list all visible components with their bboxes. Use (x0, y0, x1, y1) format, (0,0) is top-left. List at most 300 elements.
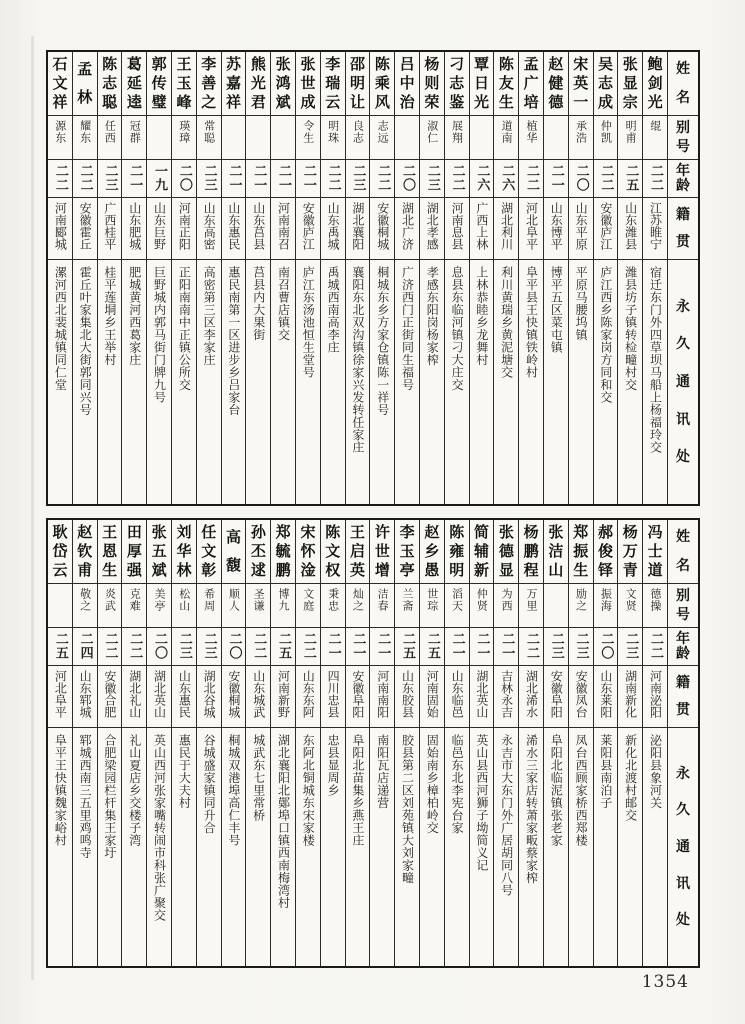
person-address (346, 260, 370, 504)
person-name (122, 520, 146, 584)
glyph: 传 (151, 74, 167, 92)
person-age-text: 二五 (276, 632, 292, 660)
person-alias (321, 116, 345, 160)
person-alias-text: 德操 (648, 588, 662, 612)
person-age (321, 628, 345, 666)
person-origin (569, 198, 593, 260)
person-age-text: 二二 (375, 164, 391, 192)
glyph: 志 (449, 74, 465, 92)
person-age-text: 二五 (52, 632, 68, 660)
person-alias (197, 584, 221, 628)
person-name (420, 52, 444, 116)
person-address-text: 高密第三区李家庄 (202, 266, 217, 366)
glyph: 贯 (676, 702, 690, 719)
person-address (618, 728, 642, 966)
person-address (321, 728, 345, 966)
glyph: 世 (374, 542, 390, 560)
person-address-text: 息县东临河镇刁大庄交 (450, 266, 465, 391)
person-age (48, 628, 72, 666)
header-age (668, 628, 698, 666)
glyph: 乡 (424, 542, 440, 560)
person-age-text: 二二 (251, 632, 267, 660)
header-origin (668, 198, 698, 260)
glyph: 亭 (399, 561, 415, 579)
glyph: 显 (622, 74, 638, 92)
person-age (321, 160, 345, 198)
glyph: 中 (399, 74, 415, 92)
glyph: 文 (201, 542, 217, 560)
person-origin-text: 河南正阳 (177, 202, 192, 250)
person-address-text: 上林恭睦乡龙舞村 (474, 266, 489, 366)
person-age (147, 160, 171, 198)
glyph: 林 (176, 561, 192, 579)
person-address-text: 郓城西南三五里鸡鸣寺 (78, 734, 93, 859)
person-column (295, 52, 320, 504)
person-column (518, 52, 543, 504)
glyph: 道 (647, 561, 663, 579)
person-origin (569, 666, 593, 728)
person-origin-text: 湖北利川 (499, 202, 514, 250)
person-origin (445, 198, 469, 260)
glyph: 德 (548, 93, 564, 111)
person-origin-text: 湖北英山 (474, 670, 489, 718)
person-origin (147, 666, 171, 728)
glyph: 张 (622, 55, 638, 73)
glyph: 郑 (275, 523, 291, 541)
person-origin (73, 666, 97, 728)
person-column (48, 52, 72, 504)
person-address (98, 728, 122, 966)
person-address (73, 728, 97, 966)
glyph: 年 (676, 630, 690, 647)
person-alias (98, 116, 122, 160)
person-address-text: 桐城东乡方家仓镇陈一祥号 (375, 266, 390, 416)
glyph: 久 (676, 802, 690, 819)
person-origin-text: 山东高密 (202, 202, 217, 250)
person-alias-text: 源东 (53, 120, 67, 144)
person-address-text: 南召曹店镇交 (276, 266, 291, 341)
person-age-text: 二三 (424, 164, 440, 192)
person-alias (271, 584, 295, 628)
person-column (493, 520, 518, 966)
glyph: 祥 (52, 93, 68, 111)
glyph: 耿 (52, 523, 68, 541)
person-age-text: 二四 (77, 632, 93, 660)
person-alias-text: 常聪 (202, 120, 216, 144)
person-name (395, 52, 419, 116)
person-age-text: 二二 (598, 164, 614, 192)
person-name (569, 520, 593, 584)
glyph: 杨 (622, 523, 638, 541)
person-alias-text: 振海 (599, 588, 613, 612)
glyph: 年 (676, 162, 690, 179)
glyph: 光 (647, 93, 663, 111)
glyph: 友 (498, 74, 514, 92)
glyph: 雍 (449, 542, 465, 560)
person-age (544, 628, 568, 666)
person-origin (594, 666, 618, 728)
glyph: 厚 (126, 542, 142, 560)
person-origin (594, 198, 618, 260)
person-name (147, 52, 171, 116)
glyph: 成 (300, 93, 316, 111)
person-address-text: 阜阳北临泥镇张老家 (549, 734, 564, 847)
glyph: 强 (126, 561, 142, 579)
glyph: 英 (350, 561, 366, 579)
person-name (370, 520, 394, 584)
glyph: 洁 (548, 542, 564, 560)
person-alias-text: 为西 (500, 588, 514, 612)
person-address-text: 漯河西北裴城镇同仁堂 (53, 266, 68, 391)
person-age (618, 628, 642, 666)
person-address-text: 莱阳县南泊子 (598, 734, 613, 809)
person-name (48, 52, 72, 116)
person-address-text: 惠民于大夫村 (177, 734, 192, 809)
glyph: 鸿 (275, 74, 291, 92)
person-address-text: 惠民南第一区进步乡吕家台 (226, 266, 241, 416)
glyph: 别 (676, 120, 690, 137)
person-column (642, 520, 667, 966)
person-address-text: 合肥梁园栏杆集王家圩 (102, 734, 117, 859)
person-age-text: 二一 (251, 164, 267, 192)
person-origin (48, 666, 72, 728)
person-origin (246, 198, 270, 260)
person-name (470, 520, 494, 584)
person-age-text: 二一 (127, 164, 143, 192)
glyph: 田 (126, 523, 142, 541)
person-age-text: 二〇 (400, 164, 416, 192)
glyph: 处 (676, 912, 690, 929)
person-alias-text: 敬之 (78, 588, 92, 612)
glyph: 启 (350, 542, 366, 560)
person-address-text: 襄阳东北双沟镇徐家兴发转任家庄 (350, 266, 365, 454)
glyph: 宋 (300, 523, 316, 541)
person-age-text: 二三 (176, 632, 192, 660)
person-age (98, 160, 122, 198)
person-alias (222, 584, 246, 628)
person-origin-text: 山东禹城 (326, 202, 341, 250)
glyph: 显 (498, 561, 514, 579)
glyph: 赵 (77, 523, 93, 541)
person-origin (222, 198, 246, 260)
glyph: 杨 (523, 523, 539, 541)
glyph: 任 (201, 523, 217, 541)
person-column (196, 520, 221, 966)
person-origin-text: 山东莱阳 (598, 670, 613, 718)
person-address (296, 728, 320, 966)
person-address (222, 728, 246, 966)
person-age (643, 628, 667, 666)
person-alias-text: 明珠 (326, 120, 340, 144)
person-address (470, 728, 494, 966)
person-origin-text: 安徽庐江 (301, 202, 316, 250)
person-origin (618, 666, 642, 728)
person-address (246, 728, 270, 966)
person-alias (420, 116, 444, 160)
person-address-text: 孝感东阳岗杨家榨 (425, 266, 440, 366)
person-age-text: 二五 (623, 164, 639, 192)
person-name (494, 52, 518, 116)
person-age-text: 二三 (573, 632, 589, 660)
person-age (222, 160, 246, 198)
person-age (246, 628, 270, 666)
person-age-text: 二二 (300, 632, 316, 660)
person-age (197, 160, 221, 198)
glyph: 宗 (622, 93, 638, 111)
glyph: 赵 (548, 55, 564, 73)
person-address (494, 728, 518, 966)
person-alias (618, 116, 642, 160)
person-address (569, 260, 593, 504)
glyph: 俊 (598, 542, 614, 560)
person-origin (271, 666, 295, 728)
glyph: 张 (275, 55, 291, 73)
glyph: 青 (622, 561, 638, 579)
person-origin-text: 河南南召 (276, 202, 291, 250)
person-age (643, 160, 667, 198)
person-column (146, 520, 171, 966)
person-name (197, 52, 221, 116)
person-alias-text: 瑛璋 (177, 120, 191, 144)
person-name (618, 52, 642, 116)
person-origin-text: 安徽桐城 (375, 202, 390, 250)
glyph: 邵 (350, 55, 366, 73)
glyph: 让 (350, 93, 366, 111)
person-column (568, 520, 593, 966)
person-address (222, 260, 246, 504)
person-age-text: 二六 (499, 164, 515, 192)
person-name (296, 52, 320, 116)
person-age-text: 二二 (647, 632, 663, 660)
person-origin (643, 666, 667, 728)
glyph: 生 (498, 93, 514, 111)
person-name (346, 52, 370, 116)
person-age-text: 二〇 (176, 164, 192, 192)
person-origin (122, 666, 146, 728)
person-alias (197, 116, 221, 160)
person-address (122, 260, 146, 504)
person-age-text: 二五 (424, 632, 440, 660)
person-origin-text: 广西桂平 (102, 202, 117, 250)
person-address (420, 260, 444, 504)
person-column (171, 520, 196, 966)
person-age (594, 628, 618, 666)
person-alias-text: 任西 (103, 120, 117, 144)
glyph: 刘 (176, 523, 192, 541)
glyph: 逑 (250, 561, 266, 579)
person-alias (321, 584, 345, 628)
glyph: 名 (676, 557, 690, 574)
person-origin-text: 四川忠县 (326, 670, 341, 718)
person-address (73, 260, 97, 504)
person-origin (197, 198, 221, 260)
glyph: 馥 (226, 556, 242, 575)
person-origin-text: 湖北广济 (400, 202, 415, 250)
person-age-text: 二〇 (152, 632, 168, 660)
person-origin (470, 666, 494, 728)
glyph: 善 (201, 74, 217, 92)
glyph: 程 (523, 561, 539, 579)
person-origin (296, 666, 320, 728)
person-address-text: 南阳瓦店递营 (375, 734, 390, 809)
glyph: 刁 (449, 55, 465, 73)
person-age (147, 628, 171, 666)
person-name (222, 520, 246, 584)
glyph: 斌 (275, 93, 291, 111)
glyph: 李 (201, 55, 217, 73)
person-column (617, 52, 642, 504)
person-column (543, 520, 568, 966)
person-age-text: 二二 (102, 632, 118, 660)
person-age (470, 628, 494, 666)
person-address (395, 728, 419, 966)
person-column (196, 52, 221, 504)
glyph: 李 (399, 523, 415, 541)
person-alias (222, 116, 246, 160)
person-alias (296, 116, 320, 160)
person-age (48, 160, 72, 198)
person-alias-text: 植华 (524, 120, 538, 144)
person-age-text: 二一 (375, 632, 391, 660)
glyph: 通 (676, 838, 690, 855)
person-origin (420, 666, 444, 728)
person-origin-text: 湖北礼山 (127, 670, 142, 718)
person-address (569, 728, 593, 966)
page-number: 1354 (641, 972, 689, 992)
glyph: 志 (102, 74, 118, 92)
header-column (667, 52, 698, 504)
person-name (147, 520, 171, 584)
person-address (271, 260, 295, 504)
person-name (569, 52, 593, 116)
person-name (470, 52, 494, 116)
person-name (246, 52, 270, 116)
person-address (321, 260, 345, 504)
glyph: 毓 (275, 542, 291, 560)
person-age (519, 160, 543, 198)
person-origin (494, 666, 518, 728)
person-column (270, 52, 295, 504)
person-age-text: 二二 (524, 164, 539, 192)
person-age-text: 二一 (350, 632, 366, 660)
glyph: 永 (676, 765, 690, 782)
person-name (420, 520, 444, 584)
glyph: 郭 (151, 55, 167, 73)
glyph: 吕 (399, 55, 415, 73)
person-address-text: 临邑东北李宪台家 (450, 734, 465, 834)
header-name (668, 520, 698, 584)
glyph: 别 (676, 588, 690, 605)
person-age (370, 160, 394, 198)
person-alias-text: 淑仁 (425, 120, 439, 144)
glyph: 治 (399, 93, 415, 111)
header-alias (668, 116, 698, 160)
person-alias (569, 116, 593, 160)
person-alias-text: 明甫 (624, 120, 638, 144)
person-age (222, 628, 246, 666)
person-name (445, 52, 469, 116)
glyph: 权 (325, 561, 341, 579)
person-name (321, 520, 345, 584)
person-column (72, 520, 97, 966)
person-address-text: 东阿北铜城东宋家楼 (301, 734, 316, 847)
glyph: 陈 (102, 55, 118, 73)
person-origin-text: 安徽阜阳 (549, 670, 564, 718)
person-origin-text: 广西上林 (474, 202, 489, 250)
person-alias (519, 116, 543, 160)
person-address-text: 庐江西乡陈家岗方同和交 (598, 266, 613, 404)
glyph: 瑞 (325, 74, 341, 92)
person-name (73, 520, 97, 584)
person-origin (544, 198, 568, 260)
glyph: 苏 (226, 55, 242, 73)
person-alias-text: 兰斋 (400, 588, 414, 612)
glyph: 彰 (201, 561, 217, 579)
person-origin (395, 666, 419, 728)
glyph: 璧 (151, 93, 167, 111)
person-age-text: 二二 (647, 164, 663, 192)
person-alias (147, 584, 171, 628)
person-column (270, 520, 295, 966)
person-origin (197, 666, 221, 728)
person-age (395, 160, 419, 198)
person-age-text: 二一 (325, 632, 341, 660)
person-origin-text: 山东巨野 (152, 202, 167, 250)
person-origin-text: 安徽桐城 (226, 670, 241, 718)
person-age (544, 160, 568, 198)
person-origin-text: 湖北孝感 (425, 202, 440, 250)
glyph: 光 (250, 74, 266, 92)
person-origin (643, 198, 667, 260)
person-age-text: 二五 (400, 632, 416, 660)
person-age (172, 628, 196, 666)
person-age (346, 628, 370, 666)
person-origin-text: 山东郓城 (78, 670, 93, 718)
glyph: 愚 (424, 561, 440, 579)
person-column (97, 52, 122, 504)
glyph: 怀 (300, 542, 316, 560)
person-address (98, 260, 122, 504)
person-alias-text: 文庭 (301, 588, 315, 612)
person-origin-text: 山东莒县 (251, 202, 266, 250)
header-column (667, 520, 698, 966)
glyph: 吴 (598, 55, 614, 73)
person-name (643, 52, 667, 116)
person-alias (147, 116, 171, 160)
person-address-text: 宿迁东门外四草坝马船上杨福玲交 (648, 266, 663, 454)
person-origin-text: 山东惠民 (177, 670, 192, 718)
person-origin-text: 湖南新化 (623, 670, 638, 718)
person-alias (420, 584, 444, 628)
person-address-text: 霍丘叶家集北大街郭同兴号 (78, 266, 93, 416)
person-alias (494, 116, 518, 160)
glyph: 荣 (424, 93, 440, 111)
person-address (370, 260, 394, 504)
person-column (543, 52, 568, 504)
glyph: 陈 (325, 523, 341, 541)
person-alias (445, 584, 469, 628)
person-alias (73, 584, 97, 628)
glyph: 郝 (598, 523, 614, 541)
person-alias-text: 美亭 (152, 588, 166, 612)
person-address-text: 阜平县王快镇铁岭村 (524, 266, 539, 379)
person-address (296, 260, 320, 504)
person-origin-text: 山东博平 (549, 202, 564, 250)
person-address (395, 260, 419, 504)
person-origin-text: 山东胶县 (400, 670, 415, 718)
person-address-text: 湖北襄阳北鄚埠口镇西南梅湾村 (276, 734, 291, 909)
person-origin (370, 198, 394, 260)
